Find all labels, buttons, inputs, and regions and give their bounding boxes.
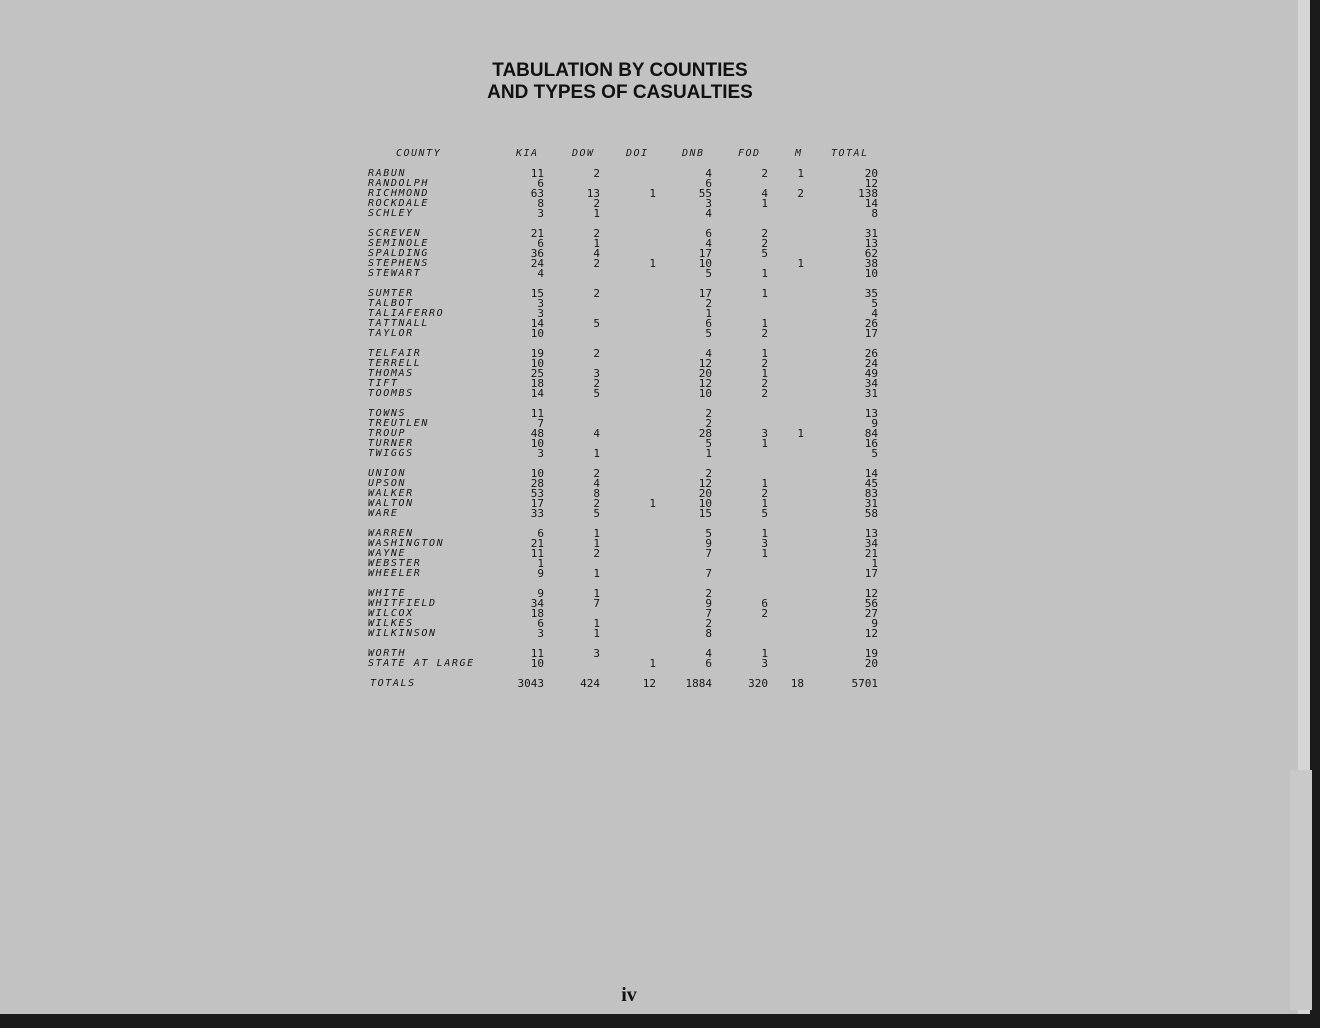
cell-fod: 2 <box>761 237 768 250</box>
header-fod: FOD <box>738 148 761 159</box>
cell-kia: 10 <box>530 467 544 480</box>
cell-fod: 5 <box>761 507 768 520</box>
table-row <box>0 309 1320 319</box>
table-row <box>0 379 1320 389</box>
cell-kia: 33 <box>530 507 544 520</box>
county-name: WHEELER <box>368 568 422 579</box>
county-name: WORTH <box>368 648 407 659</box>
cell-dnb: 5 <box>705 327 712 340</box>
county-name: TALIAFERRO <box>368 308 445 319</box>
cell-dow: 2 <box>593 497 600 510</box>
cell-kia: 3 <box>537 207 544 220</box>
cell-dow: 2 <box>593 287 600 300</box>
table-row <box>0 329 1320 339</box>
table-row <box>0 659 1320 669</box>
cell-dnb: 4 <box>705 207 712 220</box>
cell-fod: 1 <box>761 317 768 330</box>
cell-dnb: 6 <box>705 317 712 330</box>
table-row <box>0 169 1320 179</box>
cell-kia: 3 <box>537 297 544 310</box>
cell-dow: 2 <box>593 197 600 210</box>
cell-kia: 34 <box>530 597 544 610</box>
cell-kia: 17 <box>530 497 544 510</box>
cell-kia: 6 <box>537 617 544 630</box>
header-dow: DOW <box>572 148 595 159</box>
table-header <box>0 148 1320 162</box>
cell-dnb: 15 <box>698 507 712 520</box>
county-name: TURNER <box>368 438 414 449</box>
cell-dow: 3 <box>593 367 600 380</box>
cell-kia: 18 <box>530 377 544 390</box>
cell-kia: 7 <box>537 417 544 430</box>
table-row <box>0 409 1320 419</box>
cell-total: 13 <box>864 407 878 420</box>
table-row <box>0 489 1320 499</box>
county-name: WILKES <box>368 618 414 629</box>
total-fod: 320 <box>748 677 768 690</box>
cell-total: 56 <box>864 597 878 610</box>
cell-dow: 13 <box>586 187 600 200</box>
cell-dow: 5 <box>593 387 600 400</box>
cell-dow: 7 <box>593 597 600 610</box>
header-total: TOTAL <box>831 148 869 159</box>
cell-total: 45 <box>864 477 878 490</box>
cell-dow: 1 <box>593 627 600 640</box>
cell-total: 9 <box>871 617 878 630</box>
county-name: TOOMBS <box>368 388 414 399</box>
county-name: TERRELL <box>368 358 422 369</box>
county-name: SUMTER <box>368 288 414 299</box>
cell-kia: 10 <box>530 357 544 370</box>
title-line-2: AND TYPES OF CASUALTIES <box>487 82 753 103</box>
table-row <box>0 319 1320 329</box>
table-row <box>0 539 1320 549</box>
table-row <box>0 389 1320 399</box>
cell-fod: 2 <box>761 227 768 240</box>
cell-dnb: 20 <box>698 487 712 500</box>
county-name: WHITFIELD <box>368 598 437 609</box>
cell-dnb: 10 <box>698 497 712 510</box>
cell-dnb: 5 <box>705 527 712 540</box>
cell-total: 26 <box>864 317 878 330</box>
cell-kia: 19 <box>530 347 544 360</box>
cell-total: 84 <box>864 427 878 440</box>
county-name: RABUN <box>368 168 407 179</box>
cell-total: 1 <box>871 557 878 570</box>
cell-dnb: 10 <box>698 257 712 270</box>
cell-fod: 2 <box>761 487 768 500</box>
cell-kia: 1 <box>537 557 544 570</box>
county-name: TREUTLEN <box>368 418 429 429</box>
cell-kia: 3 <box>537 627 544 640</box>
cell-total: 26 <box>864 347 878 360</box>
cell-dow: 1 <box>593 447 600 460</box>
cell-kia: 25 <box>530 367 544 380</box>
table-row <box>0 439 1320 449</box>
cell-total: 31 <box>864 387 878 400</box>
cell-kia: 6 <box>537 527 544 540</box>
cell-fod: 6 <box>761 597 768 610</box>
cell-total: 62 <box>864 247 878 260</box>
county-name: WARE <box>368 508 399 519</box>
county-name: TALBOT <box>368 298 414 309</box>
table-row <box>0 349 1320 359</box>
county-name: WASHINGTON <box>368 538 445 549</box>
cell-kia: 21 <box>530 537 544 550</box>
table-row <box>0 649 1320 659</box>
cell-total: 14 <box>864 197 878 210</box>
header-m: M <box>795 148 803 159</box>
county-name: THOMAS <box>368 368 414 379</box>
table-row <box>0 609 1320 619</box>
cell-fod: 2 <box>761 327 768 340</box>
cell-dnb: 9 <box>705 537 712 550</box>
cell-dnb: 8 <box>705 627 712 640</box>
county-name: TELFAIR <box>368 348 422 359</box>
cell-dnb: 5 <box>705 267 712 280</box>
cell-dnb: 2 <box>705 587 712 600</box>
cell-total: 31 <box>864 497 878 510</box>
cell-kia: 10 <box>530 437 544 450</box>
cell-dnb: 10 <box>698 387 712 400</box>
table-row <box>0 469 1320 479</box>
cell-total: 19 <box>864 647 878 660</box>
cell-dnb: 12 <box>698 357 712 370</box>
cell-fod: 1 <box>761 267 768 280</box>
cell-dow: 2 <box>593 377 600 390</box>
cell-doi: 1 <box>649 497 656 510</box>
cell-total: 20 <box>864 657 878 670</box>
table-row <box>0 569 1320 579</box>
table-row <box>0 289 1320 299</box>
cell-dnb: 4 <box>705 647 712 660</box>
table-row <box>0 479 1320 489</box>
county-name: WALTON <box>368 498 414 509</box>
table-row <box>0 499 1320 509</box>
cell-kia: 11 <box>530 167 544 180</box>
cell-total: 58 <box>864 507 878 520</box>
table-row <box>0 359 1320 369</box>
cell-kia: 18 <box>530 607 544 620</box>
cell-fod: 2 <box>761 167 768 180</box>
cell-kia: 28 <box>530 477 544 490</box>
table-row <box>0 209 1320 219</box>
totals-row <box>0 679 1320 689</box>
cell-total: 9 <box>871 417 878 430</box>
county-name: ROCKDALE <box>368 198 429 209</box>
cell-total: 34 <box>864 377 878 390</box>
cell-fod: 1 <box>761 287 768 300</box>
table-row <box>0 629 1320 639</box>
county-name: WILKINSON <box>368 628 437 639</box>
cell-kia: 11 <box>530 647 544 660</box>
county-name: TATTNALL <box>368 318 429 329</box>
cell-dnb: 6 <box>705 177 712 190</box>
cell-dnb: 1 <box>705 447 712 460</box>
cell-fod: 3 <box>761 657 768 670</box>
cell-m: 1 <box>797 427 804 440</box>
cell-fod: 5 <box>761 247 768 260</box>
county-name: WAYNE <box>368 548 407 559</box>
table-row <box>0 419 1320 429</box>
cell-kia: 9 <box>537 567 544 580</box>
cell-dow: 2 <box>593 347 600 360</box>
cell-dow: 2 <box>593 167 600 180</box>
cell-dnb: 17 <box>698 287 712 300</box>
county-name: UNION <box>368 468 407 479</box>
county-name: WEBSTER <box>368 558 422 569</box>
cell-doi: 1 <box>649 257 656 270</box>
cell-total: 14 <box>864 467 878 480</box>
cell-kia: 48 <box>530 427 544 440</box>
table-row <box>0 559 1320 569</box>
cell-dnb: 4 <box>705 347 712 360</box>
cell-fod: 2 <box>761 357 768 370</box>
cell-kia: 63 <box>530 187 544 200</box>
cell-dnb: 2 <box>705 467 712 480</box>
page-tab <box>1290 770 1312 1010</box>
cell-kia: 6 <box>537 237 544 250</box>
cell-kia: 9 <box>537 587 544 600</box>
cell-dow: 2 <box>593 227 600 240</box>
cell-total: 21 <box>864 547 878 560</box>
page-title <box>0 60 1240 104</box>
cell-dow: 5 <box>593 317 600 330</box>
county-name: SCREVEN <box>368 228 422 239</box>
cell-doi: 1 <box>649 657 656 670</box>
county-name: WARREN <box>368 528 414 539</box>
cell-dow: 4 <box>593 477 600 490</box>
total-kia: 3043 <box>517 677 544 690</box>
totals-label: TOTALS <box>370 678 416 689</box>
cell-dow: 1 <box>593 527 600 540</box>
cell-total: 83 <box>864 487 878 500</box>
header-doi: DOI <box>626 148 649 159</box>
cell-dnb: 7 <box>705 567 712 580</box>
cell-total: 12 <box>864 177 878 190</box>
cell-dow: 4 <box>593 427 600 440</box>
cell-kia: 36 <box>530 247 544 260</box>
cell-fod: 4 <box>761 187 768 200</box>
county-name: RICHMOND <box>368 188 429 199</box>
cell-dnb: 12 <box>698 377 712 390</box>
cell-kia: 21 <box>530 227 544 240</box>
table-row <box>0 299 1320 309</box>
county-name: STEPHENS <box>368 258 429 269</box>
cell-total: 17 <box>864 327 878 340</box>
cell-dow: 1 <box>593 587 600 600</box>
county-name: TIFT <box>368 378 399 389</box>
cell-total: 5 <box>871 297 878 310</box>
cell-dnb: 7 <box>705 547 712 560</box>
cell-total: 16 <box>864 437 878 450</box>
cell-fod: 1 <box>761 647 768 660</box>
cell-dnb: 55 <box>698 187 712 200</box>
cell-dnb: 7 <box>705 607 712 620</box>
cell-fod: 1 <box>761 477 768 490</box>
cell-dow: 1 <box>593 567 600 580</box>
cell-dnb: 4 <box>705 237 712 250</box>
cell-dow: 1 <box>593 237 600 250</box>
cell-dnb: 12 <box>698 477 712 490</box>
cell-dnb: 2 <box>705 417 712 430</box>
cell-kia: 24 <box>530 257 544 270</box>
cell-dnb: 6 <box>705 657 712 670</box>
header-dnb: DNB <box>682 148 705 159</box>
cell-total: 27 <box>864 607 878 620</box>
cell-dnb: 4 <box>705 167 712 180</box>
cell-dow: 2 <box>593 547 600 560</box>
county-name: UPSON <box>368 478 407 489</box>
total-doi: 12 <box>642 677 656 690</box>
cell-dnb: 20 <box>698 367 712 380</box>
table-row <box>0 619 1320 629</box>
cell-kia: 8 <box>537 197 544 210</box>
cell-kia: 4 <box>537 267 544 280</box>
table-row <box>0 199 1320 209</box>
table-row <box>0 179 1320 189</box>
county-name: WALKER <box>368 488 414 499</box>
table-row <box>0 369 1320 379</box>
cell-fod: 2 <box>761 607 768 620</box>
table-row <box>0 239 1320 249</box>
cell-kia: 3 <box>537 307 544 320</box>
cell-total: 24 <box>864 357 878 370</box>
cell-dnb: 1 <box>705 307 712 320</box>
table-row <box>0 229 1320 239</box>
cell-dnb: 2 <box>705 617 712 630</box>
cell-dnb: 28 <box>698 427 712 440</box>
cell-dow: 2 <box>593 467 600 480</box>
cell-total: 4 <box>871 307 878 320</box>
county-name: SPALDING <box>368 248 429 259</box>
cell-dnb: 3 <box>705 197 712 210</box>
cell-dnb: 17 <box>698 247 712 260</box>
cell-kia: 14 <box>530 387 544 400</box>
cell-fod: 1 <box>761 197 768 210</box>
cell-fod: 1 <box>761 437 768 450</box>
header-county: COUNTY <box>396 148 442 159</box>
casualty-table <box>0 169 1320 689</box>
county-name: SEMINOLE <box>368 238 429 249</box>
cell-dnb: 6 <box>705 227 712 240</box>
total-dnb: 1884 <box>685 677 712 690</box>
cell-total: 12 <box>864 587 878 600</box>
table-row <box>0 509 1320 519</box>
cell-dow: 5 <box>593 507 600 520</box>
cell-total: 49 <box>864 367 878 380</box>
cell-total: 12 <box>864 627 878 640</box>
cell-total: 13 <box>864 237 878 250</box>
cell-kia: 10 <box>530 327 544 340</box>
cell-total: 13 <box>864 527 878 540</box>
cell-fod: 1 <box>761 527 768 540</box>
total-total: 5701 <box>851 677 878 690</box>
cell-dow: 8 <box>593 487 600 500</box>
cell-kia: 10 <box>530 657 544 670</box>
county-name: STEWART <box>368 268 422 279</box>
cell-doi: 1 <box>649 187 656 200</box>
cell-dnb: 2 <box>705 407 712 420</box>
county-name: TOWNS <box>368 408 407 419</box>
cell-fod: 1 <box>761 367 768 380</box>
total-dow: 424 <box>580 677 600 690</box>
cell-m: 1 <box>797 167 804 180</box>
table-row <box>0 549 1320 559</box>
county-name: WHITE <box>368 588 407 599</box>
cell-dow: 4 <box>593 247 600 260</box>
cell-total: 10 <box>864 267 878 280</box>
cell-total: 31 <box>864 227 878 240</box>
table-row <box>0 599 1320 609</box>
cell-dnb: 2 <box>705 297 712 310</box>
county-name: SCHLEY <box>368 208 414 219</box>
cell-kia: 6 <box>537 177 544 190</box>
cell-dnb: 5 <box>705 437 712 450</box>
county-name: TWIGGS <box>368 448 414 459</box>
total-m: 18 <box>790 677 804 690</box>
cell-m: 2 <box>797 187 804 200</box>
county-name: STATE AT LARGE <box>368 658 475 669</box>
cell-total: 38 <box>864 257 878 270</box>
cell-dow: 3 <box>593 647 600 660</box>
cell-kia: 53 <box>530 487 544 500</box>
cell-kia: 11 <box>530 407 544 420</box>
cell-dow: 1 <box>593 537 600 550</box>
cell-fod: 1 <box>761 497 768 510</box>
cell-kia: 14 <box>530 317 544 330</box>
cell-kia: 11 <box>530 547 544 560</box>
cell-kia: 3 <box>537 447 544 460</box>
cell-total: 138 <box>858 187 878 200</box>
cell-total: 8 <box>871 207 878 220</box>
cell-fod: 2 <box>761 387 768 400</box>
county-name: TAYLOR <box>368 328 414 339</box>
cell-dow: 1 <box>593 617 600 630</box>
cell-dow: 1 <box>593 207 600 220</box>
county-name: WILCOX <box>368 608 414 619</box>
cell-total: 5 <box>871 447 878 460</box>
table-row <box>0 449 1320 459</box>
cell-fod: 1 <box>761 347 768 360</box>
cell-total: 17 <box>864 567 878 580</box>
cell-fod: 3 <box>761 537 768 550</box>
cell-fod: 3 <box>761 427 768 440</box>
table-row <box>0 189 1320 199</box>
page-number: iv <box>621 984 637 1006</box>
cell-m: 1 <box>797 257 804 270</box>
table-row <box>0 529 1320 539</box>
cell-total: 20 <box>864 167 878 180</box>
table-row <box>0 259 1320 269</box>
table-row <box>0 429 1320 439</box>
header-kia: KIA <box>516 148 539 159</box>
table-row <box>0 269 1320 279</box>
cell-total: 34 <box>864 537 878 550</box>
county-name: TROUP <box>368 428 407 439</box>
cell-dow: 2 <box>593 257 600 270</box>
table-row <box>0 249 1320 259</box>
cell-total: 35 <box>864 287 878 300</box>
cell-dnb: 9 <box>705 597 712 610</box>
table-row <box>0 589 1320 599</box>
cell-fod: 1 <box>761 547 768 560</box>
cell-fod: 2 <box>761 377 768 390</box>
title-line-1: TABULATION BY COUNTIES <box>492 60 748 81</box>
cell-kia: 15 <box>530 287 544 300</box>
county-name: RANDOLPH <box>368 178 429 189</box>
